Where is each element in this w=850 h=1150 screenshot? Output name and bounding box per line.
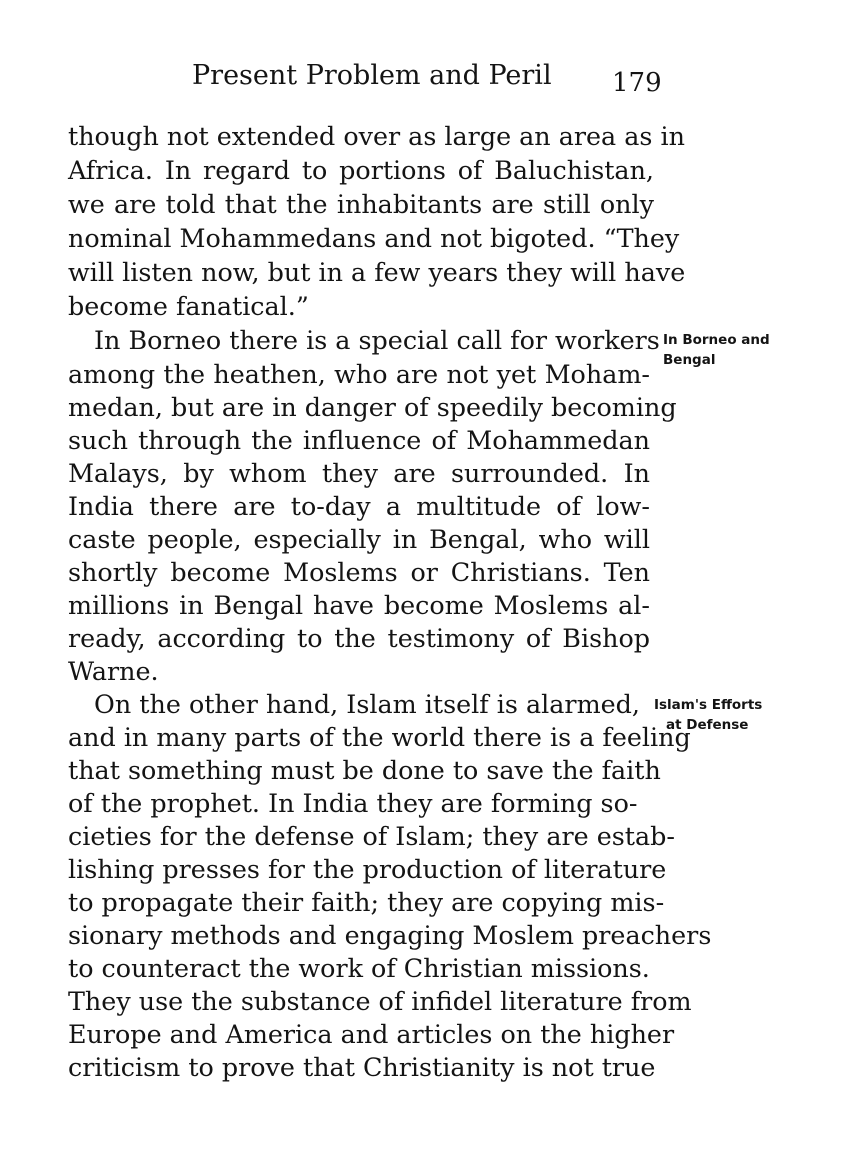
text-line: that something must be done to save the faith [68, 755, 661, 785]
text-line: Warne. [68, 656, 159, 686]
text-line: among the heathen, who are not yet Moham- [68, 359, 650, 389]
text-line: millions in Bengal have become Moslems al- [68, 590, 650, 620]
sidenote-line: at Defense [666, 717, 749, 733]
sidenote-line: Bengal [663, 352, 716, 368]
text-line: we are told that the inhabitants are still only [68, 189, 654, 219]
text-line: criticism to prove that Christianity is not true [68, 1052, 656, 1082]
sidenote-line: In Borneo and [663, 332, 770, 348]
text-line: of the prophet. In India they are forming so- [68, 788, 638, 818]
text-line: Africa. In regard to portions of Baluchistan, [68, 155, 654, 185]
text-line: lishing presses for the production of literature [68, 854, 667, 884]
text-line: cieties for the defense of Islam; they are estab- [68, 821, 675, 851]
text-line: nominal Mohammedans and not bigoted. “They [68, 223, 680, 253]
text-line: such through the influence of Mohammedan [68, 425, 650, 455]
text-line: though not extended over as large an area as in [68, 121, 685, 151]
text-line: sionary methods and engaging Moslem preachers [68, 920, 712, 950]
sidenote [654, 695, 762, 735]
text-line: and in many parts of the world there is a feeling [68, 722, 691, 752]
text-line: will listen now, but in a few years they will have [68, 257, 686, 287]
sidenote-line: Islam's Efforts [654, 697, 763, 713]
text-line: They use the substance of infidel literature from [68, 986, 692, 1016]
text-line: medan, but are in danger of speedily becoming [68, 392, 677, 422]
text-line: In Borneo there is a special call for workers [94, 325, 660, 355]
text-line: shortly become Moslems or Christians. Ten [68, 557, 650, 587]
text-line: become fanatical.” [68, 291, 309, 321]
sidenote [663, 330, 770, 370]
text-line: ready, according to the testimony of Bishop [68, 623, 650, 653]
running-head: Present Problem and Peril [192, 60, 552, 91]
page-number: 179 [612, 68, 662, 98]
text-line: Malays, by whom they are surrounded. In [68, 458, 650, 488]
text-line: caste people, especially in Bengal, who will [68, 524, 650, 554]
text-line: to counteract the work of Christian missions. [68, 953, 650, 983]
text-line: Europe and America and articles on the higher [68, 1019, 675, 1049]
text-line: to propagate their faith; they are copying mis- [68, 887, 665, 917]
text-line: India there are to-day a multitude of low- [68, 491, 650, 521]
text-line: On the other hand, Islam itself is alarmed, [94, 689, 640, 719]
